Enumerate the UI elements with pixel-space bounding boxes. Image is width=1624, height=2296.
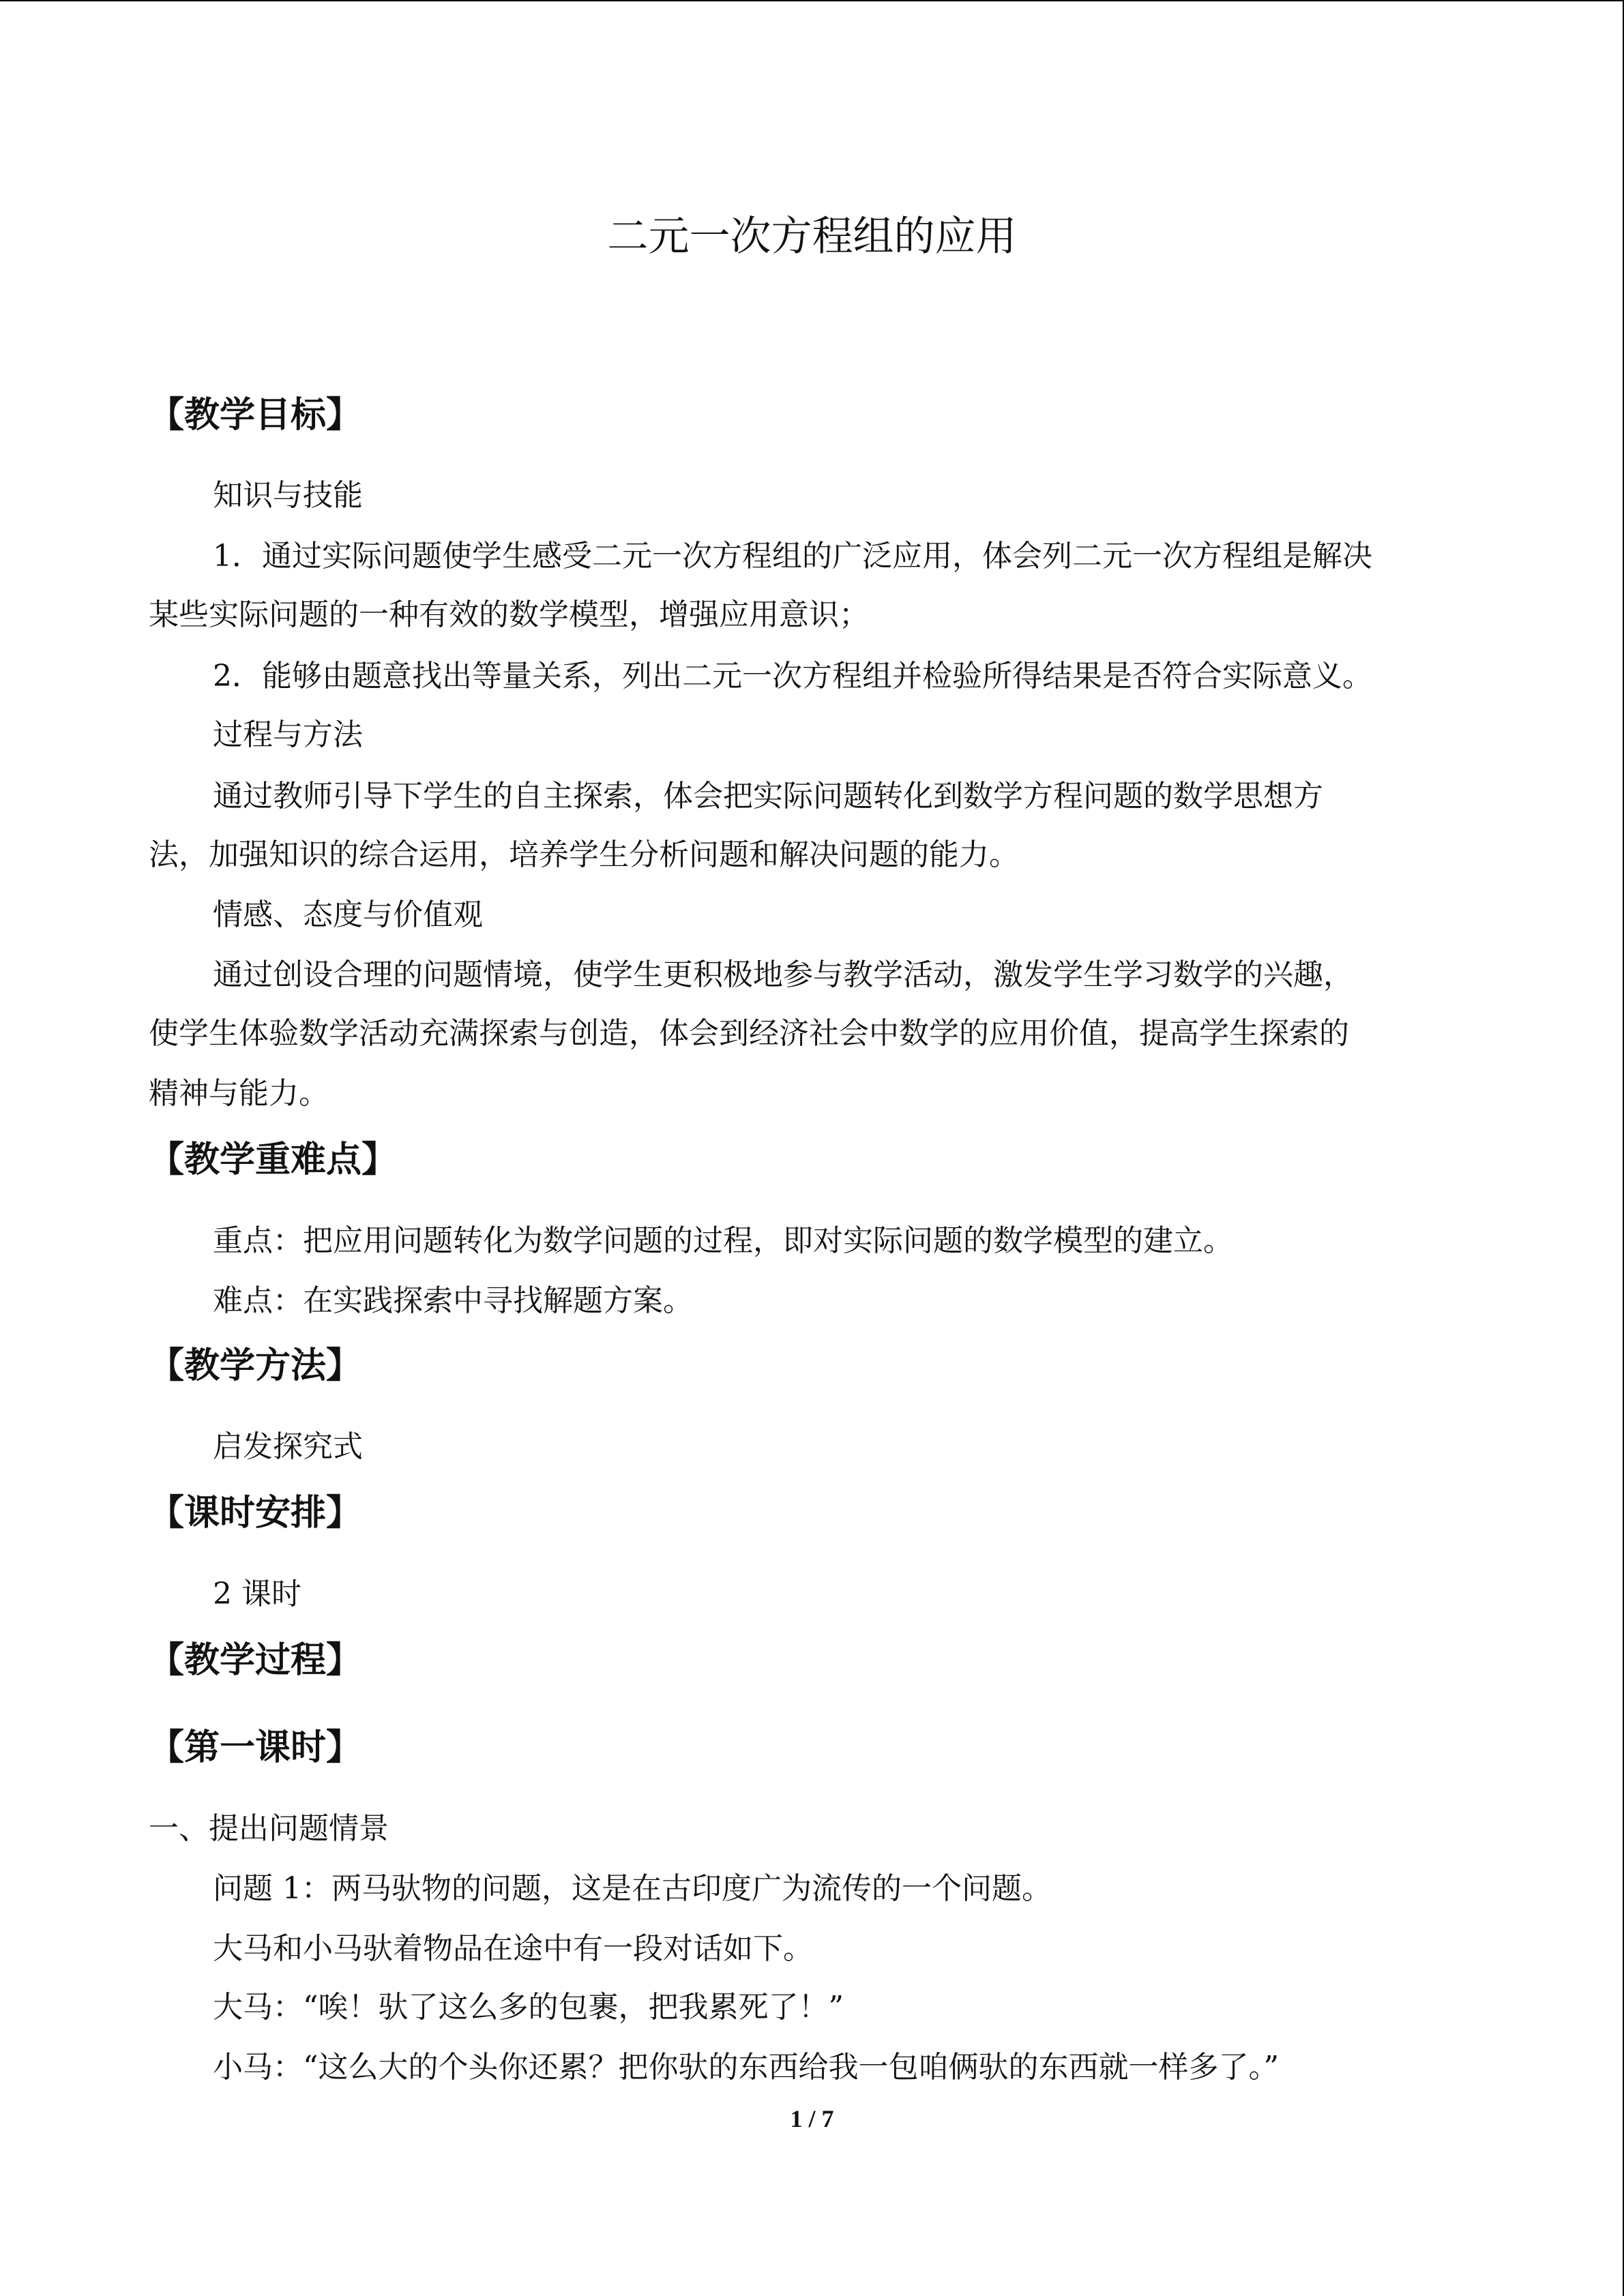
goal-2: 2．能够由题意找出等量关系，列出二元一次方程组并检验所得结果是否符合实际意义。 bbox=[213, 659, 1372, 694]
key-point: 重点：把应用问题转化为数学问题的过程，即对实际问题的数学模型的建立。 bbox=[213, 1223, 1233, 1258]
process-line-2: 法，加强知识的综合运用，培养学生分析问题和解决问题的能力。 bbox=[149, 837, 1019, 872]
small-horse-line: 小马：“这么大的个头你还累？把你驮的东西给我一包咱俩驮的东西就一样多了。” bbox=[213, 2050, 1279, 2085]
section-1-title: 一、提出问题情景 bbox=[149, 1811, 389, 1846]
heading-objectives: 【教学目标】 bbox=[149, 395, 362, 436]
method-text: 启发探究式 bbox=[213, 1429, 363, 1464]
label-knowledge-skills: 知识与技能 bbox=[213, 478, 363, 513]
problem-1: 问题 1：两马驮物的问题，这是在古印度广为流传的一个问题。 bbox=[213, 1871, 1052, 1906]
heading-teaching-process: 【教学过程】 bbox=[149, 1640, 362, 1681]
heading-key-points: 【教学重难点】 bbox=[149, 1139, 398, 1180]
label-process-methods: 过程与方法 bbox=[213, 717, 363, 752]
emotion-line-3: 精神与能力。 bbox=[149, 1076, 329, 1111]
page-number: 1 / 7 bbox=[790, 2105, 834, 2132]
process-line-1: 通过教师引导下学生的自主探索，体会把实际问题转化到数学方程问题的数学思想方 bbox=[213, 779, 1323, 814]
dialogue-intro: 大马和小马驮着物品在途中有一段对话如下。 bbox=[213, 1931, 813, 1966]
document-title: 二元一次方程组的应用 bbox=[607, 213, 1017, 260]
difficult-point: 难点：在实践探索中寻找解题方案。 bbox=[213, 1283, 693, 1318]
heading-schedule: 【课时安排】 bbox=[149, 1493, 362, 1534]
schedule-text: 2 课时 bbox=[213, 1577, 301, 1611]
label-emotion-values: 情感、态度与价值观 bbox=[213, 897, 483, 932]
goal-1-line-2: 某些实际问题的一种有效的数学模型，增强应用意识； bbox=[149, 597, 869, 632]
goal-1-line-1: 1．通过实际问题使学生感受二元一次方程组的广泛应用，体会列二元一次方程组是解决 bbox=[213, 539, 1372, 573]
emotion-line-2: 使学生体验数学活动充满探索与创造，体会到经济社会中数学的应用价值，提高学生探索的 bbox=[149, 1016, 1349, 1051]
big-horse-line: 大马：“唉！驮了这么多的包裹，把我累死了！” bbox=[213, 1990, 844, 2025]
emotion-line-1: 通过创设合理的问题情境，使学生更积极地参与教学活动，激发学生学习数学的兴趣， bbox=[213, 957, 1353, 992]
heading-method: 【教学方法】 bbox=[149, 1345, 362, 1386]
heading-first-lesson: 【第一课时】 bbox=[149, 1727, 362, 1768]
